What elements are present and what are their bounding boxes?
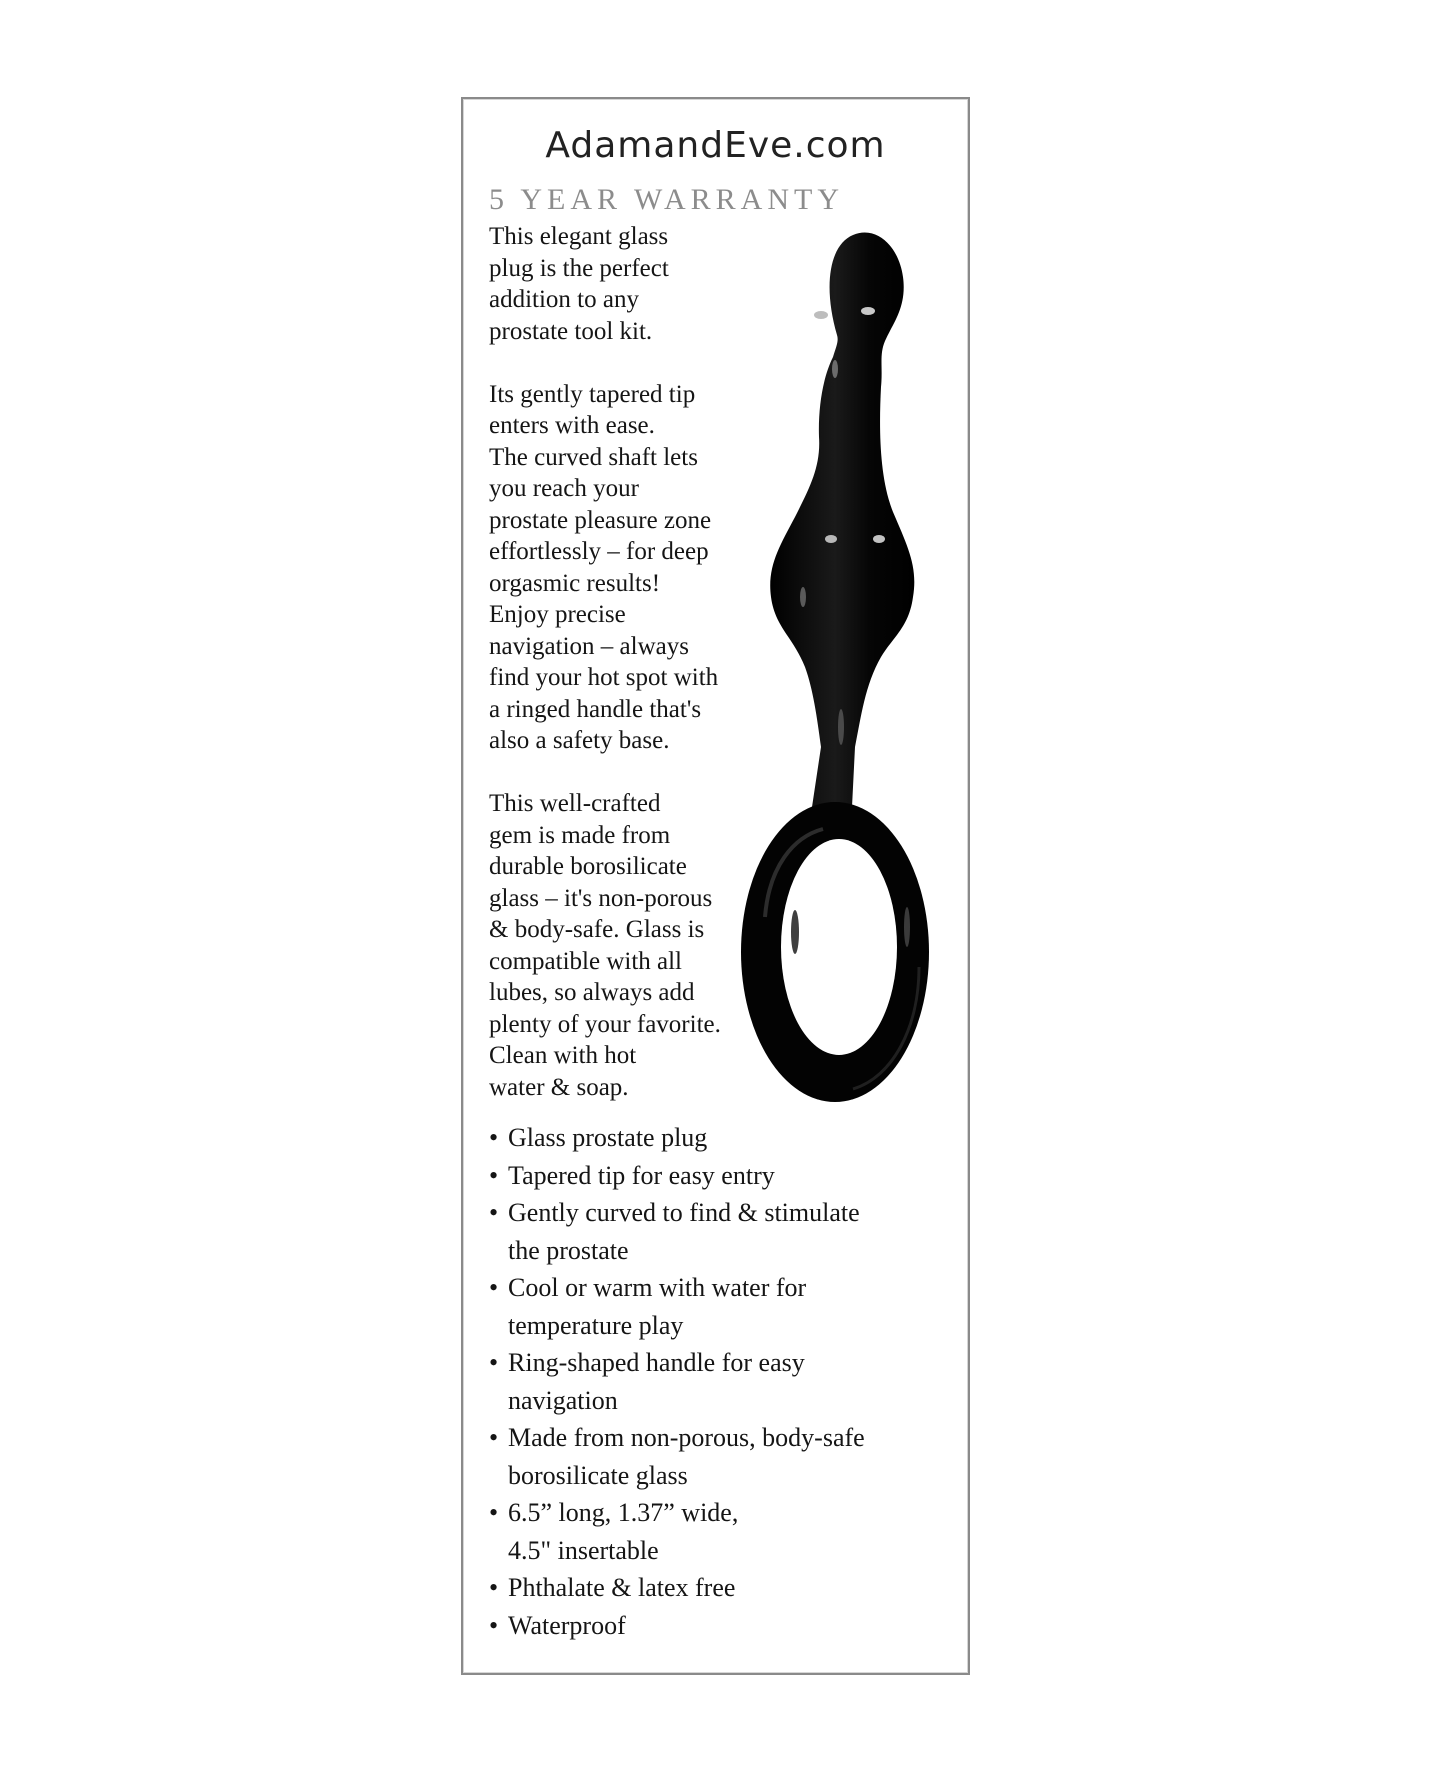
feature-item: • 6.5” long, 1.37” wide, 4.5" insertable bbox=[489, 1494, 959, 1569]
feature-item: • Tapered tip for easy entry bbox=[489, 1157, 959, 1195]
feature-item: • Gently curved to find & stimulate the prostate bbox=[489, 1194, 959, 1269]
feature-list bbox=[489, 1119, 959, 1644]
description-paragraph: Its gently tapered tip enters with ease. The curved shaft lets you reach your prostate pleasure zone effortlessly – for deep orgasmic results! Enjoy precise navigation – always find your hot spot with a ringed handle that's also a safety base. bbox=[489, 380, 719, 754]
feature-item: • Phthalate & latex free bbox=[489, 1569, 959, 1607]
glass-plug-icon bbox=[741, 233, 929, 1102]
feature-item: • Glass prostate plug bbox=[489, 1119, 959, 1157]
feature-item: • Waterproof bbox=[489, 1607, 959, 1645]
product-image bbox=[733, 227, 963, 1117]
feature-item: • Ring-shaped handle for easy navigation bbox=[489, 1344, 959, 1419]
product-info-card bbox=[461, 97, 970, 1675]
brand-name: AdamandEve.com bbox=[545, 125, 886, 166]
feature-item: • Cool or warm with water for temperature play bbox=[489, 1269, 959, 1344]
description-paragraph: This well-crafted gem is made from durable borosilicate glass – it's non-porous & body-safe. Glass is compatible with all lubes, so always add plenty of your favorite. Clean with hot water & soap. bbox=[489, 790, 721, 1101]
warranty-heading: 5 YEAR WARRANTY bbox=[489, 183, 845, 216]
feature-item: • Made from non-porous, body-safe borosilicate glass bbox=[489, 1419, 959, 1494]
description-paragraph: This elegant glass plug is the perfect addition to any prostate tool kit. bbox=[489, 223, 669, 345]
